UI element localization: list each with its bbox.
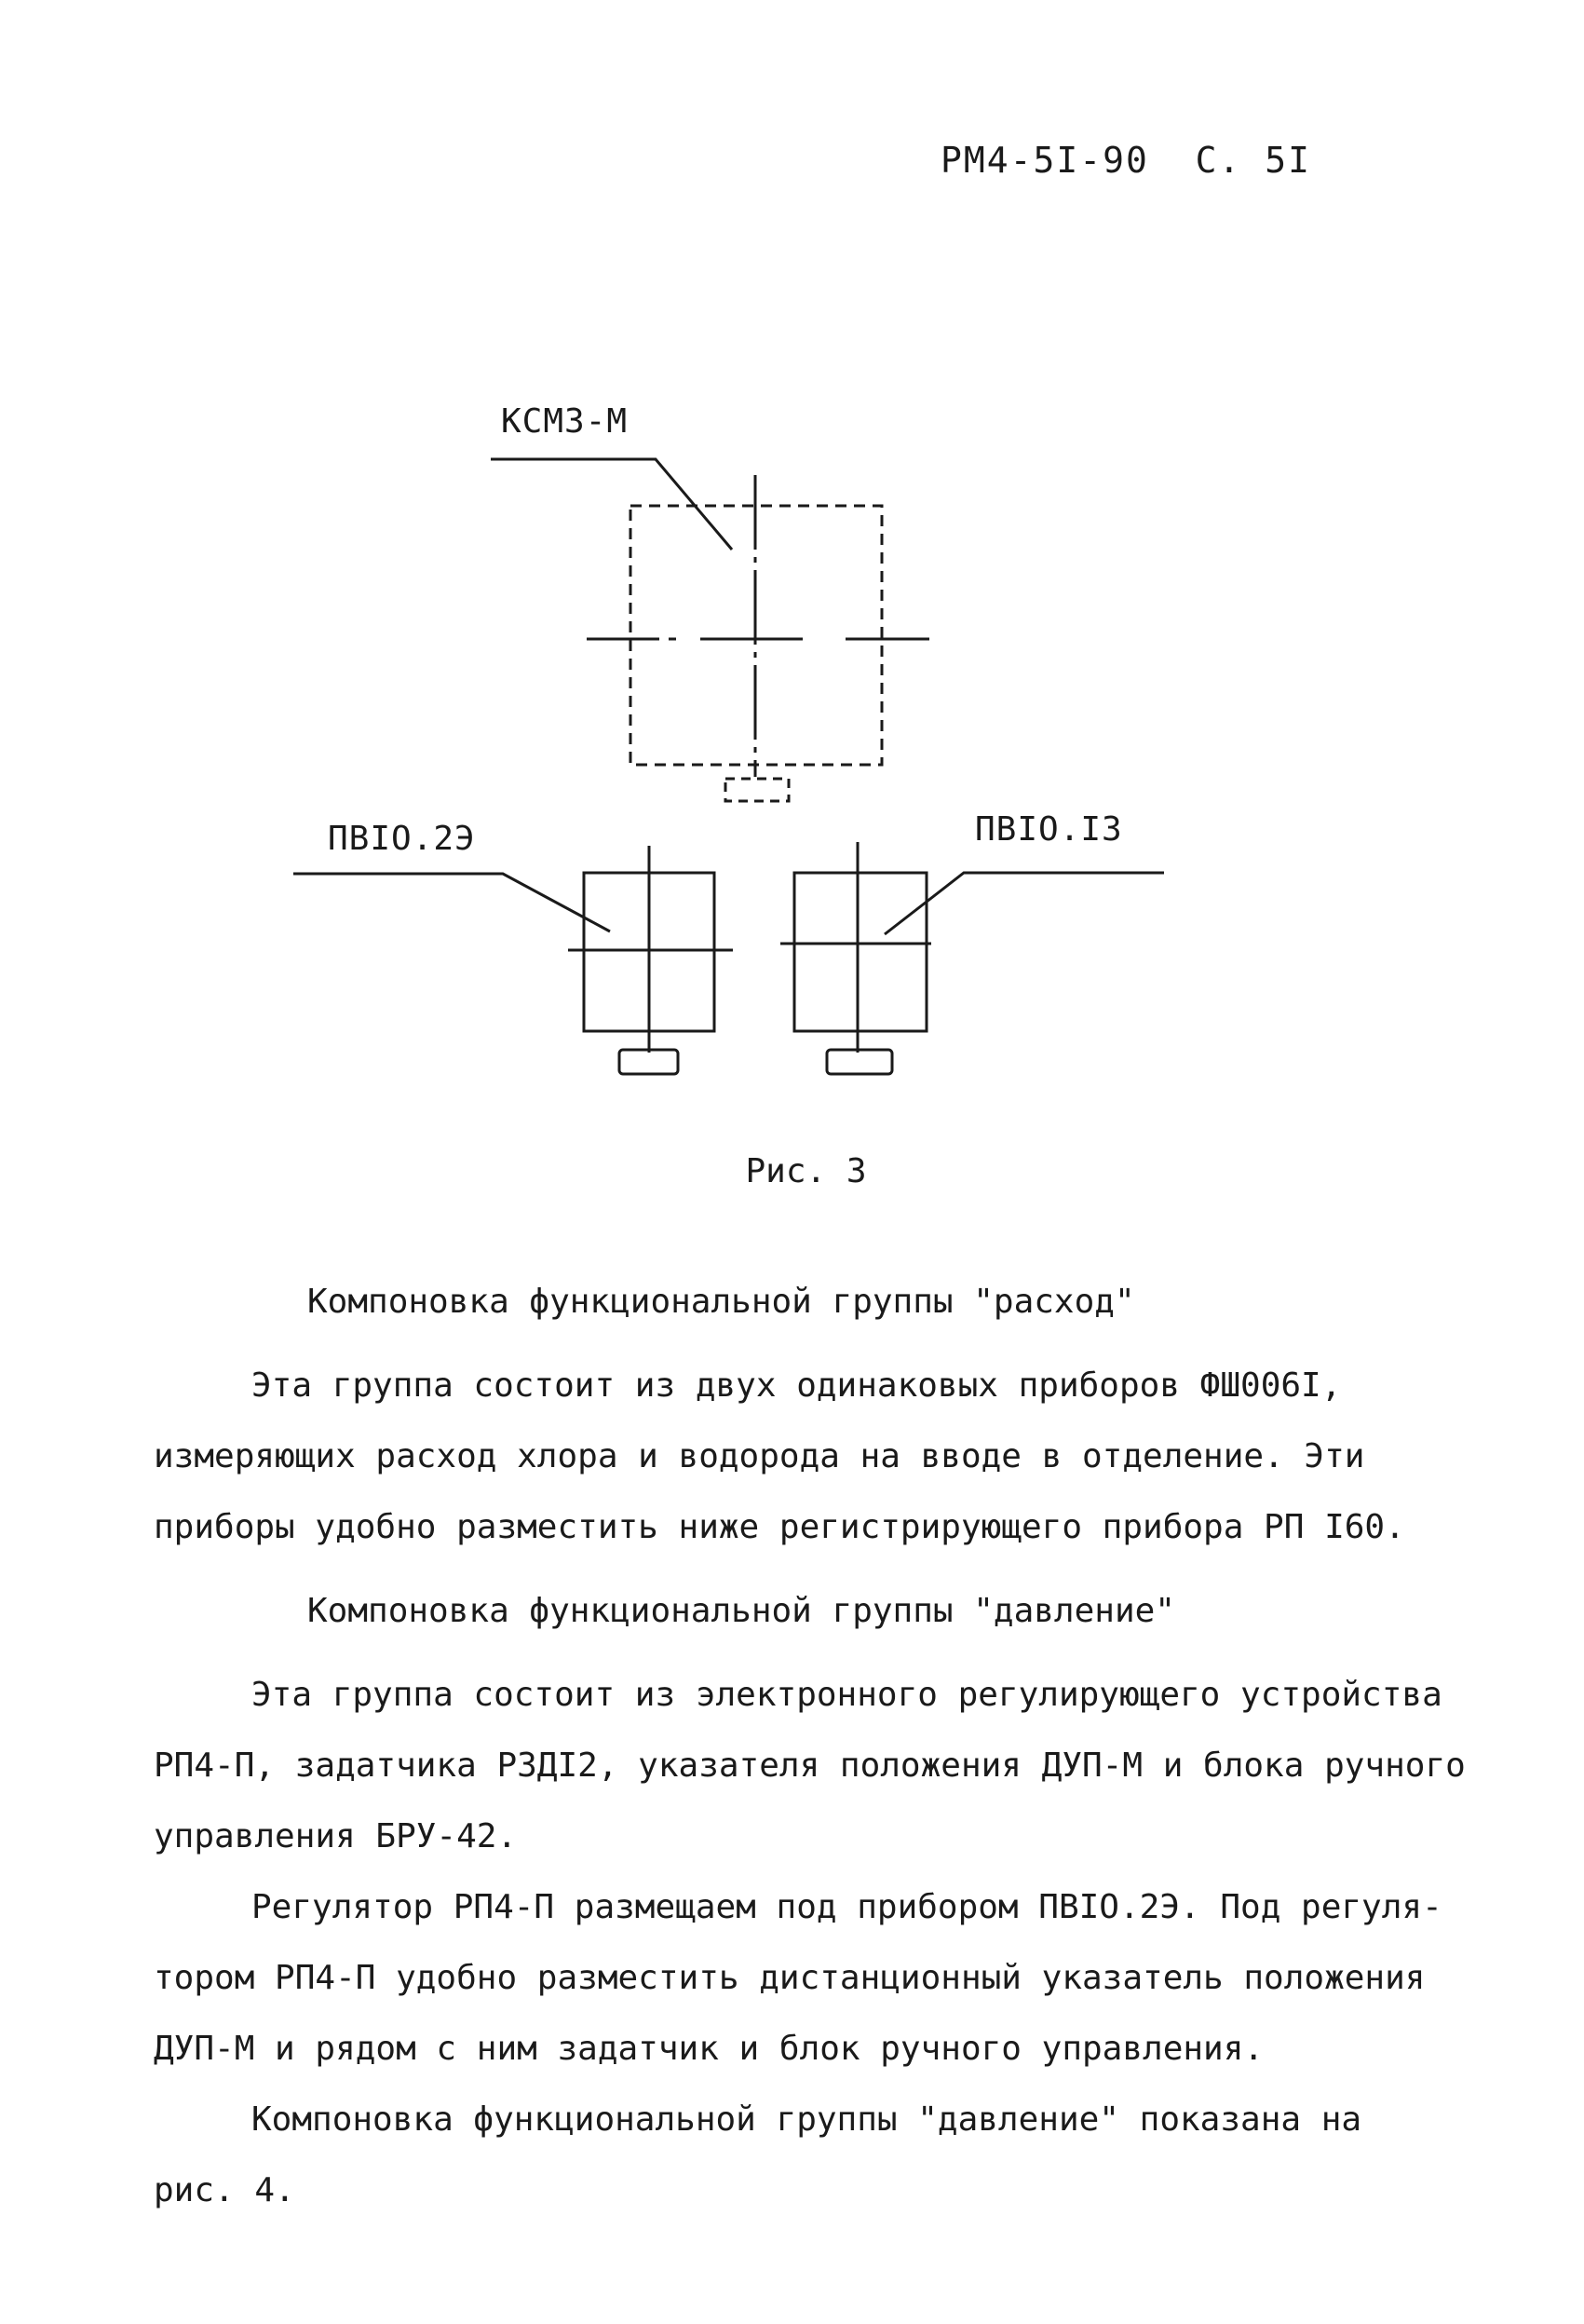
figure-caption: Рис. 3 [745, 1152, 867, 1190]
pressure-p1-line-3: управления БРУ-42. [154, 1817, 518, 1855]
pressure-p1-line-1: Эта группа состоит из электронного регулирующего устройства [251, 1676, 1442, 1714]
pressure-p3-line-2: рис. 4. [154, 2171, 295, 2209]
ksmz-m-base [725, 779, 789, 801]
pressure-p2-line-3: ДУП-М и рядом с ним задатчик и блок ручного управления. [154, 2030, 1265, 2068]
label-pv10-2e: ПВIО.2Э [328, 820, 476, 858]
pv10-13-outline [794, 873, 927, 1031]
flow-line-1: Эта группа состоит из двух одинаковых приборов ФШ006I, [251, 1366, 1342, 1405]
pressure-p1-line-2: РП4-П, задатчика РЗДI2, указателя положения ДУП-М и блока ручного [154, 1746, 1466, 1785]
flow-line-3: приборы удобно разместить ниже регистрирующего прибора РП I60. [154, 1508, 1405, 1546]
pressure-p2-line-2: тором РП4-П удобно разместить дистанционный указатель положения [154, 1959, 1426, 1997]
label-ksmz-m: КСМЗ-М [501, 402, 629, 441]
body-text [154, 1267, 1466, 2226]
pv10-13-base [827, 1050, 892, 1074]
pv10-2e-leader [293, 874, 610, 931]
page-number: С. 5I [1195, 140, 1312, 181]
pressure-p3-line-1: Компоновка функциональной группы "давление" показана на [251, 2100, 1362, 2139]
doc-code: РМ4-5I-90 [941, 140, 1149, 181]
label-pv10-13: ПВIО.IЗ [975, 810, 1123, 849]
pressure-p2-line-1: Регулятор РП4-П размещаем под прибором ПВIО.2Э. Под регуля- [251, 1888, 1442, 1926]
flow-line-2: измеряющих расход хлора и водорода на вводе в отделение. Эти [154, 1437, 1365, 1475]
pv10-2e-base [619, 1050, 678, 1074]
heading-flow-group: Компоновка функциональной группы "расход" [307, 1283, 1135, 1321]
heading-pressure-group: Компоновка функциональной группы "давление" [307, 1592, 1175, 1630]
